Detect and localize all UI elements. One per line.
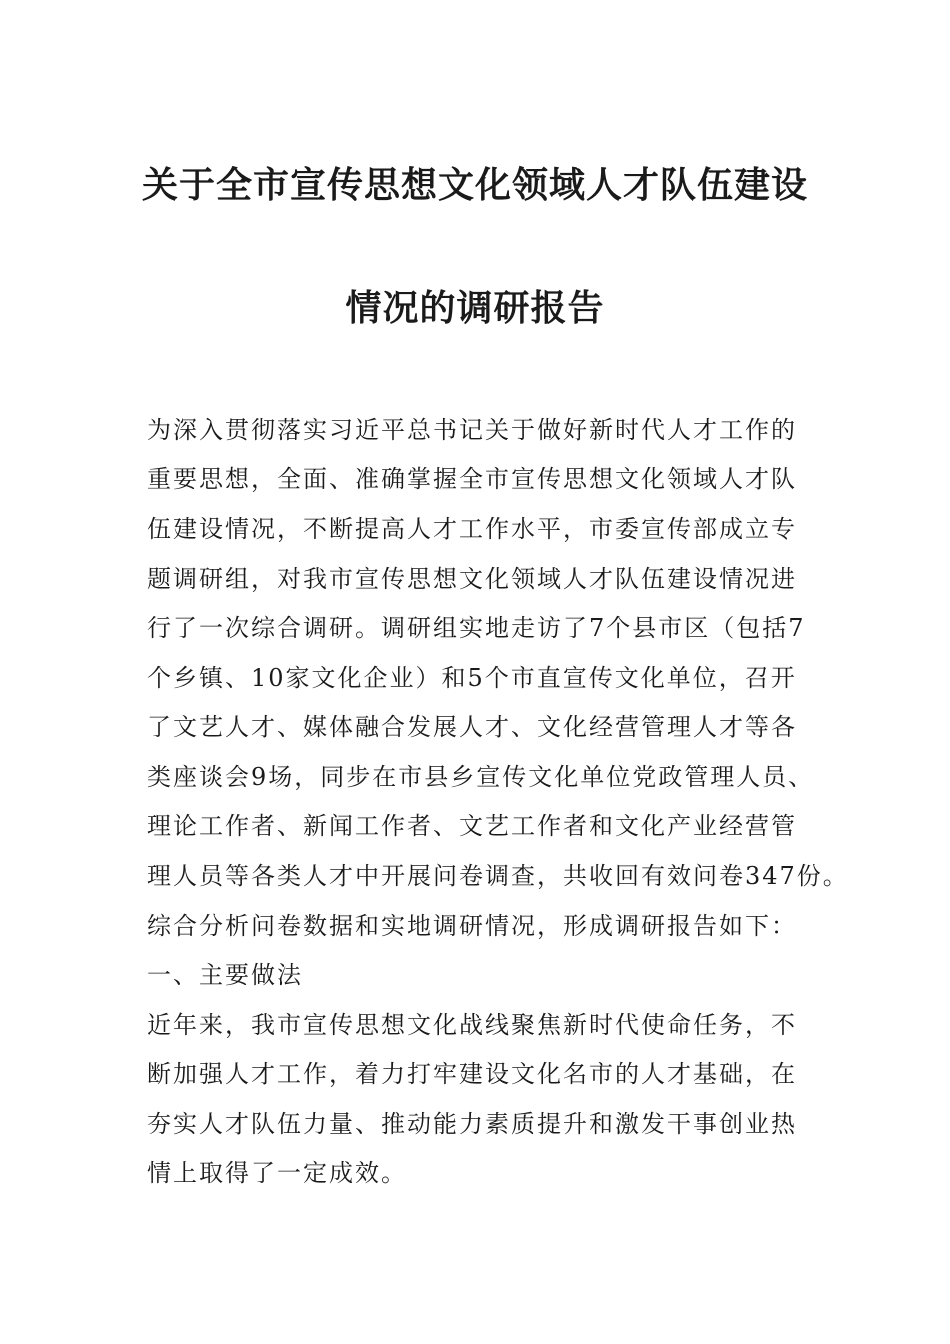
paragraph-line: 类座谈会9场，同步在市县乡宣传文化单位党政管理人员、 [147, 763, 815, 791]
paragraph-line: 夯实人才队伍力量、推动能力素质提升和激发干事创业热 [147, 1110, 797, 1138]
paragraph-line: 近年来，我市宣传思想文化战线聚焦新时代使命任务，不 [147, 1011, 797, 1039]
document-title-line-1: 关于全市宣传思想文化领域人才队伍建设 [141, 164, 808, 206]
document-title-line-2: 情况的调研报告 [345, 287, 605, 329]
paragraph-line: 题调研组，对我市宣传思想文化领域人才队伍建设情况进 [147, 565, 797, 593]
paragraph-line: 了文艺人才、媒体融合发展人才、文化经营管理人才等各 [147, 713, 797, 741]
paragraph-line: 情上取得了一定成效。 [147, 1159, 407, 1187]
section-heading: 一、主要做法 [147, 961, 303, 989]
paragraph-line: 行了一次综合调研。调研组实地走访了7个县市区（包括7 [147, 614, 806, 642]
paragraph-line: 综合分析问卷数据和实地调研情况，形成调研报告如下： [147, 912, 797, 940]
paragraph-line: 个乡镇、10家文化企业）和5个市直宣传文化单位，召开 [147, 664, 797, 692]
paragraph-line: 伍建设情况，不断提高人才工作水平，市委宣传部成立专 [147, 515, 797, 543]
paragraph-line: 重要思想，全面、准确掌握全市宣传思想文化领域人才队 [147, 465, 797, 493]
paragraph-line: 理人员等各类人才中开展问卷调查，共收回有效问卷347份。 [147, 862, 849, 890]
paragraph-line: 断加强人才工作，着力打牢建设文化名市的人才基础，在 [147, 1060, 797, 1088]
paragraph-line: 为深入贯彻落实习近平总书记关于做好新时代人才工作的 [147, 416, 797, 444]
paragraph-line: 理论工作者、新闻工作者、文艺工作者和文化产业经营管 [147, 812, 797, 840]
